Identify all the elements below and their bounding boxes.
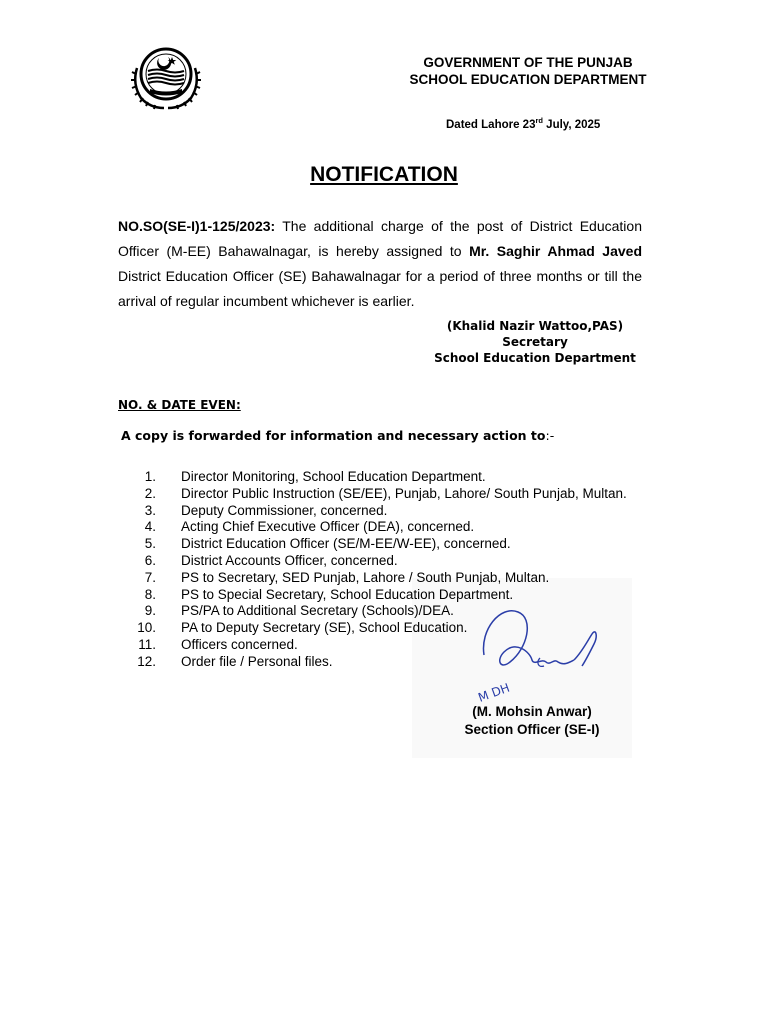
list-item-text: Director Monitoring, School Education Department. xyxy=(181,469,486,484)
dated-line: Dated Lahore 23rd July, 2025 xyxy=(446,116,601,131)
section-officer-name: (M. Mohsin Anwar) xyxy=(472,704,592,719)
list-item-number: 12. xyxy=(137,653,156,669)
section-officer-designation: Section Officer (SE-I) xyxy=(464,722,600,737)
list-item xyxy=(132,536,672,553)
list-item-number: 3. xyxy=(144,502,156,518)
secretary-name: (Khalid Nazir Wattoo,PAS) xyxy=(446,319,624,333)
punjab-government-emblem xyxy=(128,38,204,114)
list-item xyxy=(132,570,672,587)
list-item xyxy=(132,519,672,536)
list-item xyxy=(132,469,672,486)
list-item-number: 10. xyxy=(137,620,156,636)
secretary-signature-block xyxy=(420,318,650,366)
list-item-text: Officers concerned. xyxy=(181,636,298,652)
list-item-number: 4. xyxy=(144,519,156,535)
list-item-number: 7. xyxy=(144,569,156,585)
signature-initials: M DH xyxy=(476,680,512,705)
header-department: SCHOOL EDUCATION DEPARTMENT xyxy=(409,72,647,87)
list-item-text: District Education Officer (SE/M-EE/W-EE), concerned. xyxy=(181,536,511,552)
secretary-designation: Secretary xyxy=(502,335,568,349)
list-item-text: Director Public Instruction (SE/EE), Punjab, Lahore/ South Punjab, Multan. xyxy=(181,485,627,501)
list-item-text: District Accounts Officer, concerned. xyxy=(181,552,398,568)
notification-body: NO.SO(SE-I)1-125/2023: The additional charge of the post of District Education Officer (M-EE) Bahawalnagar, is hereby assigned to Mr. Saghir Ahmad Javed District Education Officer (SE) Bahawalnagar for a period of three months or till the arrival of regular incumbent whichever is earlier. xyxy=(118,218,642,309)
notification-number: NO.SO(SE-I)1-125/2023: xyxy=(118,218,276,234)
list-item-number: 6. xyxy=(144,552,156,568)
list-item-text: PS/PA to Additional Secretary (Schools)/DEA. xyxy=(181,603,454,619)
list-item-text: Deputy Commissioner, concerned. xyxy=(181,502,388,518)
header-government: GOVERNMENT OF THE PUNJAB xyxy=(423,55,633,70)
list-item xyxy=(132,503,672,520)
list-item-number: 8. xyxy=(144,586,156,602)
copy-forward-note: A copy is forwarded for information and necessary action to:- xyxy=(121,428,555,443)
list-item-text: Order file / Personal files. xyxy=(181,653,333,669)
list-item-number: 1. xyxy=(144,469,156,484)
list-item-number: 11. xyxy=(138,636,156,652)
no-date-even: NO. & DATE EVEN: xyxy=(118,398,241,412)
section-officer-block xyxy=(440,703,624,739)
secretary-department: School Education Department xyxy=(434,351,636,365)
list-item-text: PS to Secretary, SED Punjab, Lahore / South Punjab, Multan. xyxy=(181,569,550,585)
page-title: NOTIFICATION xyxy=(310,163,458,186)
list-item-text: PA to Deputy Secretary (SE), School Education. xyxy=(181,620,468,636)
list-item-text: PS to Special Secretary, School Education Department. xyxy=(181,586,514,602)
handwritten-signature xyxy=(470,600,620,720)
list-item xyxy=(132,553,672,570)
list-item-text: Acting Chief Executive Officer (DEA), concerned. xyxy=(181,519,475,535)
list-item-number: 5. xyxy=(144,536,156,552)
list-item-number: 2. xyxy=(144,485,156,501)
assigned-officer: Mr. Saghir Ahmad Javed xyxy=(469,243,642,259)
list-item xyxy=(132,486,672,503)
list-item-number: 9. xyxy=(144,603,156,619)
